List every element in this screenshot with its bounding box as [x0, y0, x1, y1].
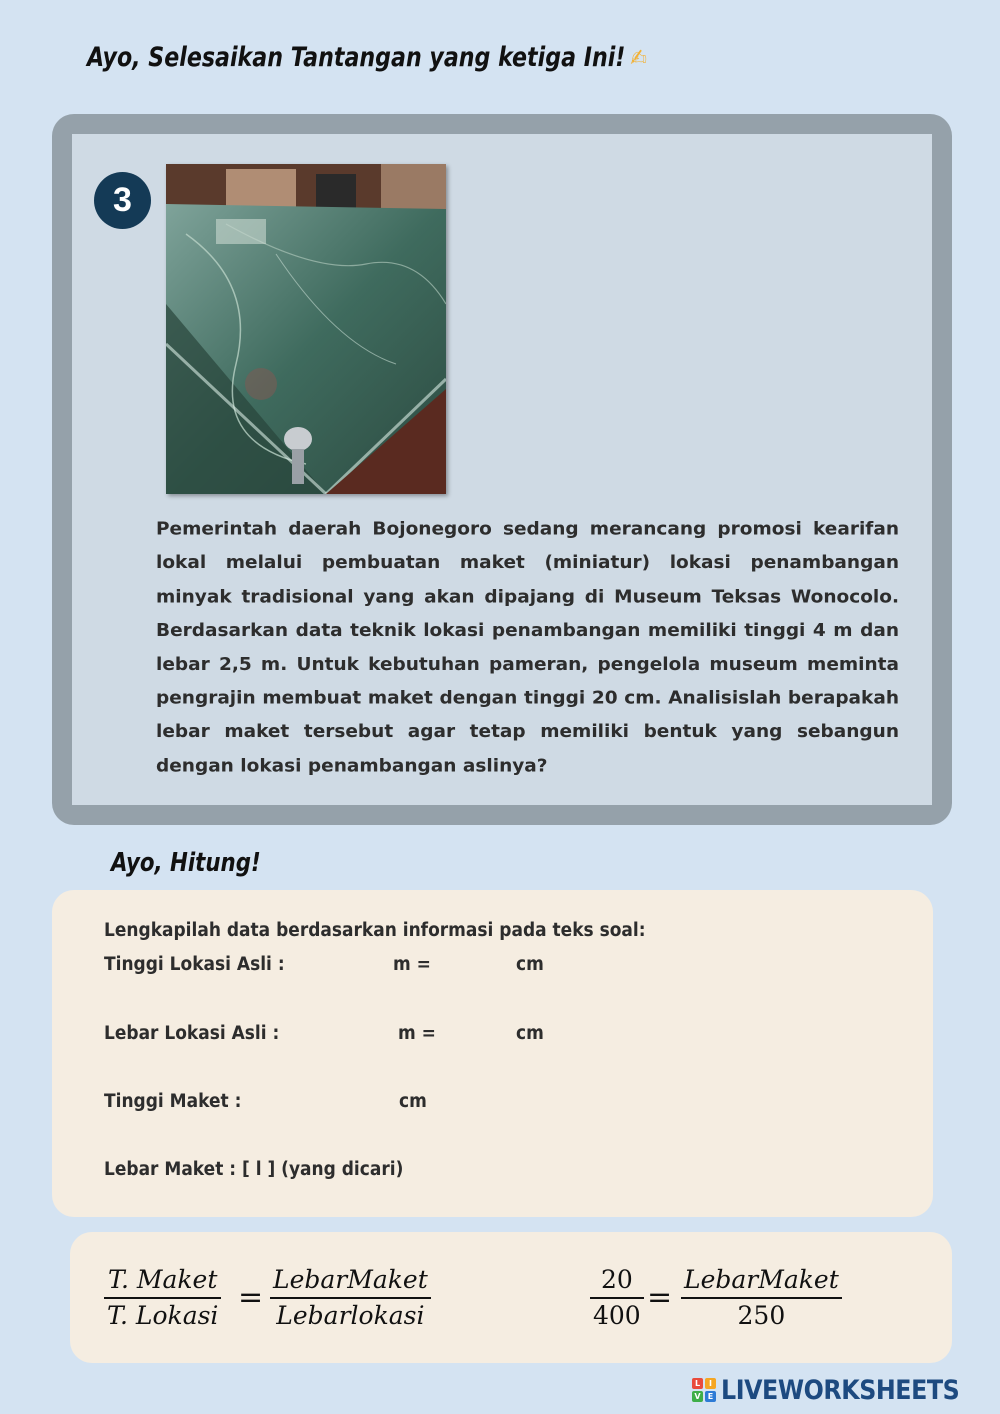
section-title-hitung: Ayo, Hitung!	[111, 848, 261, 878]
equals-sign: =	[238, 1280, 264, 1315]
numerator: LebarMaket	[684, 1265, 839, 1294]
row-unit-m-tinggi-lokasi: m =	[393, 954, 431, 975]
row-unit-cm-tinggi-lokasi: cm	[516, 954, 544, 975]
question-number-badge: 3	[94, 172, 151, 229]
fraction-numeric-lebar	[681, 1263, 842, 1333]
page-title: Ayo, Selesaikan Tantangan yang ketiga Ini! ✍	[87, 42, 647, 73]
row-label-tinggi-lokasi: Tinggi Lokasi Asli :	[104, 954, 285, 975]
row-label-lebar-maket: Lebar Maket : [ l ] (yang dicari)	[104, 1159, 404, 1180]
denominator: 400	[593, 1301, 641, 1330]
logo-text: LIVEWORKSHEETS	[721, 1374, 960, 1406]
museum-model-photo	[166, 164, 446, 494]
photo-illustration	[166, 164, 446, 494]
denominator: Lebarlokasi	[276, 1301, 425, 1330]
numerator: T. Maket	[108, 1265, 218, 1294]
fraction-numeric-tinggi	[590, 1263, 644, 1333]
liveworksheets-logo	[692, 1375, 992, 1405]
logo-mark-icon: L I V E	[692, 1378, 716, 1402]
row-unit-cm-tinggi-maket: cm	[399, 1091, 427, 1112]
denominator: 250	[737, 1301, 786, 1330]
problem-text: Pemerintah daerah Bojonegoro sedang merancang promosi kearifan lokal melalui pembuatan maket (miniatur) lokasi penambangan minyak tradisional yang akan dipajang di Museum Teksas Wonocolo. Berdasarkan data teknik lokasi penambangan memiliki tinggi 4 m dan lebar 2,5 m. Untuk kebutuhan pameran, pengelola museum meminta pengrajin membuat maket dengan tinggi 20 cm. Analisislah berapakah lebar maket tersebut agar tetap memiliki bentuk yang sebangun dengan lokasi penambangan aslinya?	[156, 518, 899, 777]
numerator: LebarMaket	[273, 1265, 428, 1294]
fraction-lebar-ratio	[270, 1263, 431, 1333]
row-label-tinggi-maket: Tinggi Maket :	[104, 1091, 242, 1112]
fraction-tinggi-ratio	[104, 1263, 221, 1333]
writing-hand-icon: ✍	[630, 44, 647, 72]
denominator: T. Lokasi	[107, 1301, 219, 1330]
row-unit-cm-lebar-lokasi: cm	[516, 1023, 544, 1044]
instruction-text: Lengkapilah data berdasarkan informasi pada teks soal:	[104, 920, 646, 941]
row-label-lebar-lokasi: Lebar Lokasi Asli :	[104, 1023, 280, 1044]
numerator: 20	[600, 1265, 633, 1294]
row-unit-m-lebar-lokasi: m =	[398, 1023, 436, 1044]
equals-sign: =	[647, 1280, 673, 1315]
